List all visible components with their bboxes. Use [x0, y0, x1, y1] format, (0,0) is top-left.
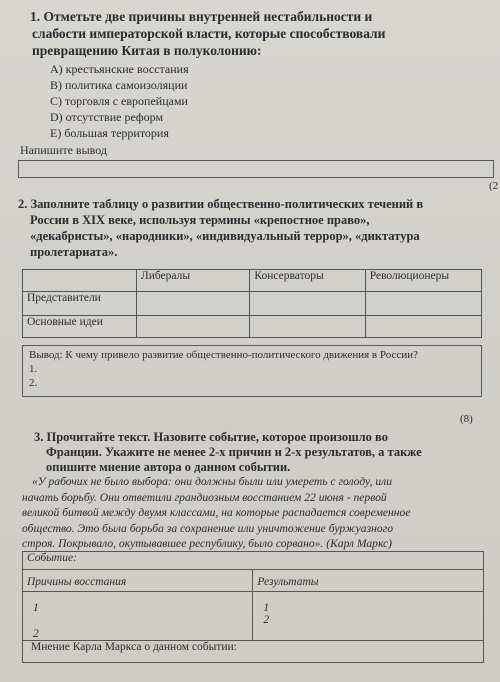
q3-result-num-2: 2	[263, 614, 270, 626]
q3-quote-line: «У рабочих не было выбора: они должны были или умереть с голоду, или	[32, 475, 393, 488]
q2-conclusion-item-1: 1.	[29, 363, 38, 375]
q2-table-cell[interactable]	[365, 316, 481, 338]
q3-quote-line: строя. Покрывало, окутывавшее республику, было сорвано». (Карл Маркс)	[22, 537, 392, 550]
q2-conclusion-box[interactable]	[22, 345, 482, 397]
q3-title-line: опишите мнение автора о данном событии.	[46, 460, 291, 474]
q2-table-cell[interactable]	[365, 292, 481, 316]
q2-table	[22, 269, 482, 338]
q3-quote	[22, 474, 492, 552]
q2-title	[18, 196, 493, 260]
q2-title-line: «декабристы», «народники», «индивидуальный террор», «диктатура	[30, 229, 420, 243]
q2-table-cell[interactable]	[136, 292, 250, 316]
q3-quote-line: начать борьбу. Они ответили грандиозным восстанием 22 июня - первой	[22, 490, 387, 504]
q2-table-cell[interactable]	[250, 292, 365, 316]
q1-option-b[interactable]: В) политика самоизоляции	[50, 78, 188, 92]
q3-cause-num-1: 1	[33, 602, 39, 614]
q2-title-line: пролетариата».	[30, 245, 118, 259]
q2-title-line: 2. Заполните таблицу о развитии общественно-политических течений в	[18, 197, 424, 211]
q1-score: (2	[489, 180, 499, 192]
q2-title-line: России в XIX веке, используя термины «крепостное право»,	[30, 213, 370, 227]
q3-causes-header: Причины восстания	[23, 570, 253, 592]
q1-title	[30, 8, 490, 59]
q3-title-line: Франции. Укажите не менее 2-х причин и 2-х результатов, а также	[46, 445, 422, 459]
q3-result-cell[interactable]	[253, 592, 484, 641]
q3-result-num-1: 1	[263, 602, 270, 614]
q2-table-row-label: Основные идеи	[23, 316, 137, 338]
q2-table-header-revolutionaries: Революционеры	[365, 270, 481, 292]
q3-cause-cell[interactable]	[23, 592, 253, 641]
q2-table-cell[interactable]	[136, 316, 250, 338]
q2-table-cell[interactable]	[250, 316, 365, 338]
q1-option-a[interactable]: А) крестьянские восстания	[50, 62, 189, 76]
q3-marx-opinion-cell[interactable]: Мнение Карла Маркса о данном событии:	[23, 641, 484, 663]
q2-conclusion-question: Вывод: К чему привело развитие общественно-политического движения в России?	[29, 349, 418, 361]
q3-quote-line: великой битвой между двумя классами, на которые распадается современное	[22, 506, 411, 519]
q2-table-header-empty	[23, 270, 137, 292]
q2-table-header-conservatives: Консерваторы	[250, 270, 365, 292]
q2-table-header-liberals: Либералы	[136, 270, 250, 292]
q2-conclusion-item-2: 2.	[29, 377, 38, 389]
q3-title-line: 3. Прочитайте текст. Назовите событие, которое произошло во	[34, 430, 388, 444]
q1-title-line: превращению Китая в полуколонию:	[32, 43, 262, 58]
q3-event-cell[interactable]: Событие:	[23, 552, 484, 570]
q1-conclusion-field[interactable]	[18, 160, 494, 178]
q2-score: (8)	[460, 413, 473, 425]
q3-cause-num-2: 2	[33, 628, 39, 640]
q2-table-row-label: Представители	[23, 292, 137, 316]
q1-title-line: слабости императорской власти, которые способствовали	[32, 26, 386, 41]
q1-option-c[interactable]: С) торговля с европейцами	[50, 94, 188, 108]
q3-table	[22, 551, 484, 663]
q3-quote-line: общество. Это была борьба за сохранение или уничтожение буржуазного	[22, 521, 393, 535]
q3-results-header: Результаты	[253, 570, 484, 592]
q1-title-line: 1. Отметьте две причины внутренней нестабильности и	[30, 9, 373, 24]
q1-option-d[interactable]: D) отсутствие реформ	[50, 110, 164, 124]
q3-title	[34, 430, 494, 475]
q1-option-e[interactable]: Е) большая территория	[50, 126, 169, 140]
q1-write-conclusion-label: Напишите вывод	[20, 143, 107, 157]
